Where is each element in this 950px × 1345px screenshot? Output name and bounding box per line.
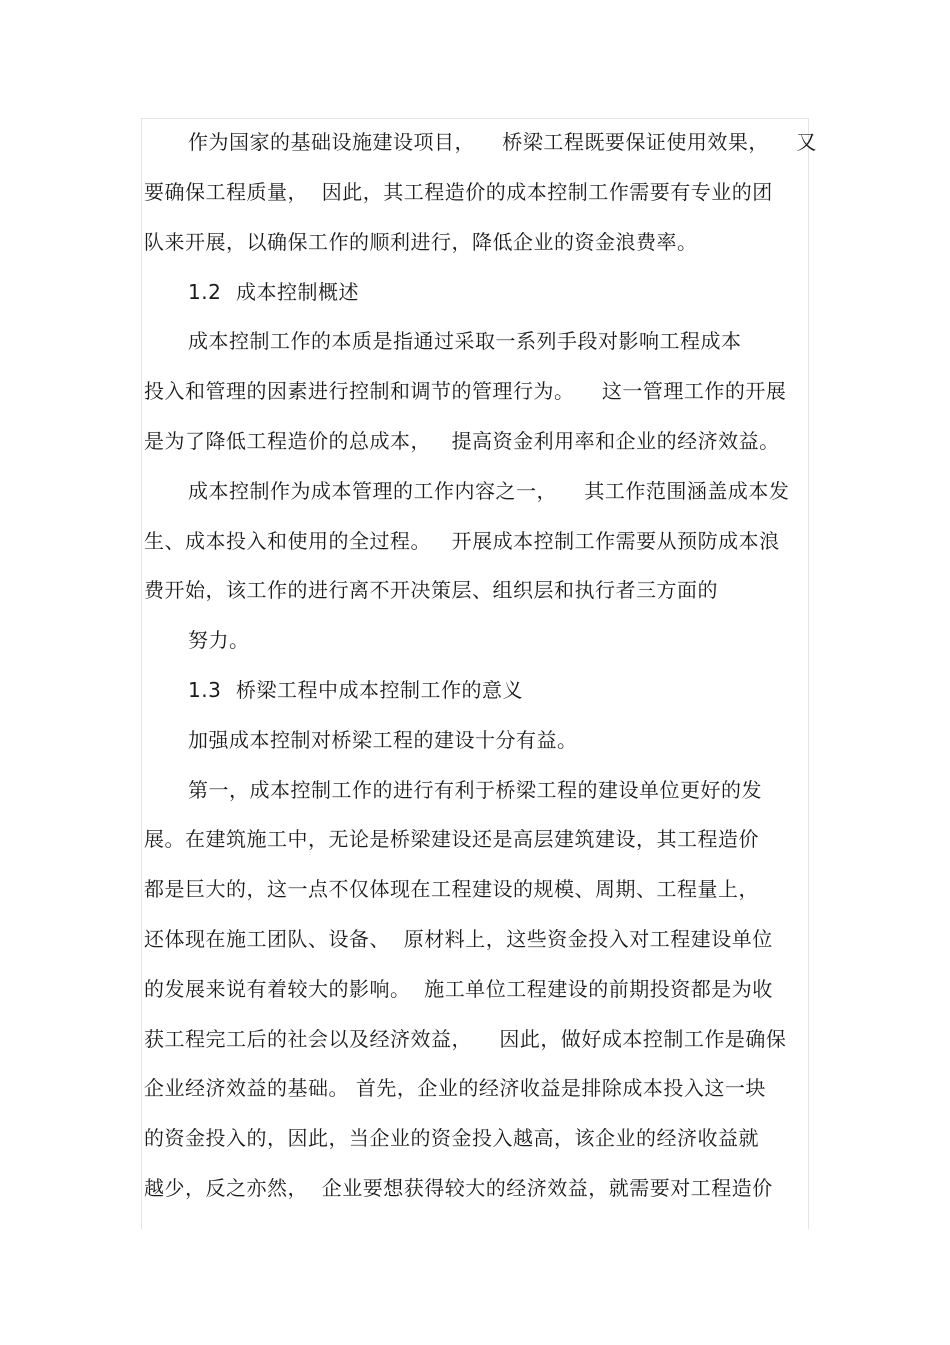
paragraph-line: 投入和管理的因素进行控制和调节的管理行为。 这一管理工作的开展 [144, 379, 787, 403]
paragraph-line: 是为了降低工程造价的总成本， 提高资金利用率和企业的经济效益。 [144, 429, 780, 453]
paragraph-line: 生、成本投入和使用的全过程。 开展成本控制工作需要从预防成本浪 [144, 529, 780, 553]
paragraph-line: 展。在建筑施工中，无论是桥梁建设还是高层建筑建设，其工程造价 [144, 827, 759, 851]
paragraph-line: 越少，反之亦然， 企业要想获得较大的经济效益，就需要对工程造价 [144, 1176, 773, 1200]
paragraph-line: 企业经济效益的基础。 首先，企业的经济收益是排除成本投入这一块 [144, 1076, 766, 1100]
paragraph-line: 获工程完工后的社会以及经济效益， 因此，做好成本控制工作是确保 [144, 1027, 787, 1051]
heading-number: 1.3 [188, 678, 222, 702]
paragraph-line: 作为国家的基础设施建设项目， 桥梁工程既要保证使用效果， 又 [188, 130, 817, 154]
heading-title: 桥梁工程中成本控制工作的意义 [236, 678, 523, 702]
paragraph-line: 努力。 [188, 628, 250, 652]
heading-title: 成本控制概述 [236, 280, 359, 304]
paragraph-line: 加强成本控制对桥梁工程的建设十分有益。 [188, 728, 578, 752]
section-heading-1-3 [188, 675, 523, 705]
paragraph-line: 成本控制作为成本管理的工作内容之一， 其工作范围涵盖成本发 [188, 479, 790, 503]
paragraph-line: 都是巨大的，这一点不仅体现在工程建设的规模、周期、工程量上， [144, 877, 759, 901]
paragraph-line: 的资金投入的，因此，当企业的资金投入越高，该企业的经济收益就 [144, 1126, 759, 1150]
paragraph-line: 成本控制工作的本质是指通过采取一系列手段对影响工程成本 [188, 329, 742, 353]
heading-number: 1.2 [188, 280, 222, 304]
section-heading-1-2 [188, 277, 359, 307]
paragraph-line: 队来开展，以确保工作的顺利进行，降低企业的资金浪费率。 [144, 230, 698, 254]
paragraph-line: 费开始，该工作的进行离不开决策层、组织层和执行者三方面的 [144, 578, 718, 602]
paragraph-line: 要确保工程质量， 因此，其工程造价的成本控制工作需要有专业的团 [144, 180, 773, 204]
paragraph-line: 第一，成本控制工作的进行有利于桥梁工程的建设单位更好的发 [188, 778, 762, 802]
paragraph-line: 的发展来说有着较大的影响。 施工单位工程建设的前期投资都是为收 [144, 977, 773, 1001]
paragraph-line: 还体现在施工团队、设备、 原材料上，这些资金投入对工程建设单位 [144, 927, 773, 951]
